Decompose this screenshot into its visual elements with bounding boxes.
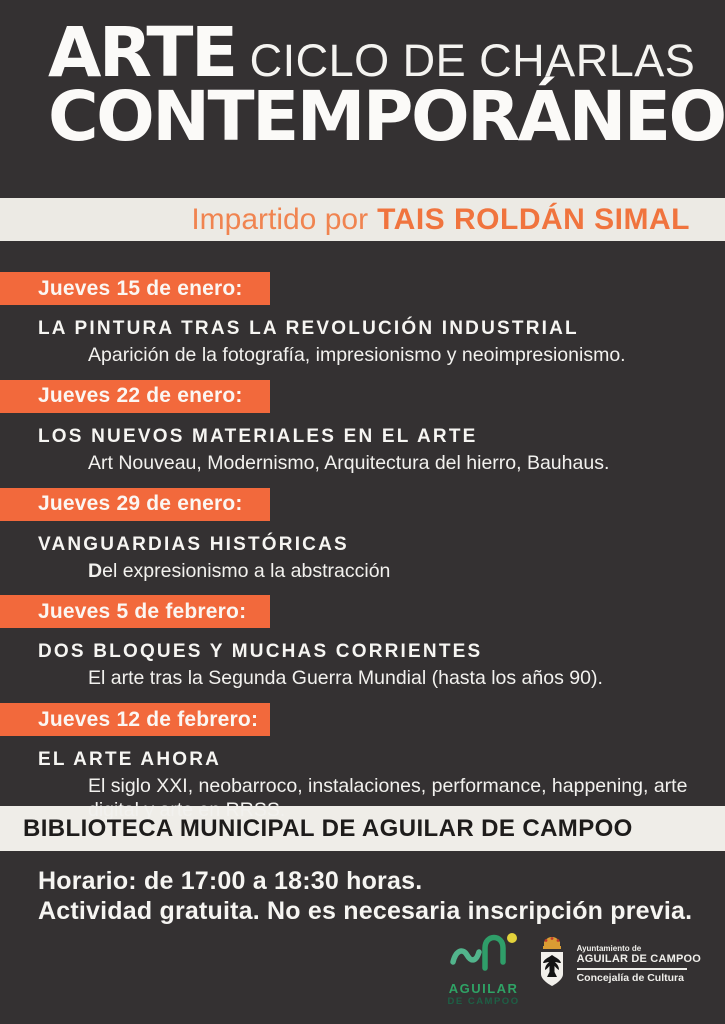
session-date-badge xyxy=(0,272,270,305)
council-line-ayuntamiento: Ayuntamiento de xyxy=(576,943,642,953)
session-detail xyxy=(88,667,688,691)
session-detail-bold: D xyxy=(88,559,103,582)
session-date-badge xyxy=(0,380,270,413)
presenter-band xyxy=(0,198,725,241)
session-detail-text: Aparición de la fotografía, impresionismo y neoimpresionismo. xyxy=(88,344,626,366)
session-date-badge xyxy=(0,703,270,736)
session-title: LA PINTURA TRAS LA REVOLUCIÓN INDUSTRIAL xyxy=(38,318,579,339)
presenter-prefix: Impartido por xyxy=(191,202,369,236)
session-detail-text: el expresionismo a la abstracción xyxy=(102,559,391,582)
session-title: LOS NUEVOS MATERIALES EN EL ARTE xyxy=(38,425,478,447)
presenter-name: TAIS ROLDÁN SIMAL xyxy=(377,202,690,236)
session-date: Jueves 22 de enero: xyxy=(38,384,243,408)
footer-free-line: Actividad gratuita. No es necesaria inscripción previa. xyxy=(38,896,693,925)
council-text-block xyxy=(577,945,701,985)
location-name: BIBLIOTECA MUNICIPAL DE AGUILAR DE CAMPOO xyxy=(23,814,633,842)
session-title: EL ARTE AHORA xyxy=(38,749,222,771)
session-date: Jueves 12 de febrero: xyxy=(38,707,259,731)
town-crest-icon xyxy=(536,934,568,995)
footer-logos xyxy=(448,924,702,1007)
session-date: Jueves 29 de enero: xyxy=(38,492,243,516)
aguilar-de-campoo-logo xyxy=(448,924,520,1007)
session-5 xyxy=(0,703,725,823)
session-4 xyxy=(0,595,725,691)
session-detail-text: El siglo XXI, neobarroco, instalaciones, performance, happening, arte digital y arte en RRSS. xyxy=(88,775,688,821)
council-divider-line xyxy=(577,968,687,970)
schedule-list xyxy=(0,241,725,821)
session-date: Jueves 5 de febrero: xyxy=(38,599,247,623)
session-date: Jueves 15 de enero: xyxy=(38,276,243,300)
session-1 xyxy=(0,272,725,368)
session-detail-text: Art Nouveau, Modernismo, Arquitectura del hierro, Bauhaus. xyxy=(88,451,610,474)
session-date-badge xyxy=(0,488,270,521)
session-date-badge xyxy=(0,595,270,628)
session-detail xyxy=(88,452,688,476)
title-word-arte: ARTE xyxy=(48,13,236,93)
title-row-2 xyxy=(48,77,725,158)
session-3 xyxy=(0,488,725,584)
poster-footer xyxy=(0,851,725,1020)
session-2 xyxy=(0,380,725,476)
session-detail xyxy=(88,344,688,368)
mountain-wave-icon xyxy=(448,924,520,980)
session-detail xyxy=(88,560,688,584)
poster-header xyxy=(0,0,725,198)
town-logo-name: AGUILAR xyxy=(448,980,519,996)
council-line-town: AGUILAR DE CAMPOO xyxy=(576,953,701,966)
title-word-contemporaneo: CONTEMPORÁNEO xyxy=(48,77,725,158)
session-detail-text: El arte tras la Segunda Guerra Mundial (hasta los años 90). xyxy=(88,667,603,690)
session-title: VANGUARDIAS HISTÓRICAS xyxy=(38,533,349,555)
title-word-ciclo-de-charlas: CICLO DE CHARLAS xyxy=(249,35,696,86)
session-title: DOS BLOQUES Y MUCHAS CORRIENTES xyxy=(38,641,483,663)
council-line-culture: Concejalía de Cultura xyxy=(576,972,684,985)
town-logo-subname: DE CAMPOO xyxy=(447,995,520,1007)
ayuntamiento-logo xyxy=(536,934,701,995)
footer-schedule-line: Horario: de 17:00 a 18:30 horas. xyxy=(38,867,423,895)
